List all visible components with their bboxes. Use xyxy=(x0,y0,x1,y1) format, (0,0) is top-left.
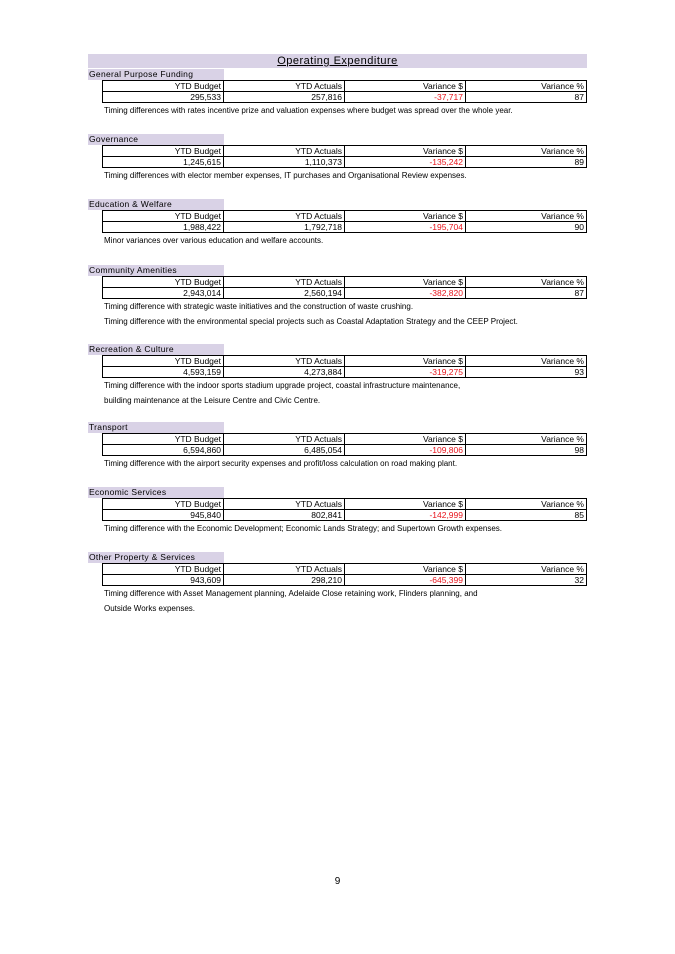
ytd-budget-value: 295,533 xyxy=(103,92,224,103)
note-line: Outside Works expenses. xyxy=(104,604,196,613)
header-variance-percent: Variance % xyxy=(466,146,587,157)
table-header-row xyxy=(103,277,587,288)
ytd-actuals-value: 1,110,373 xyxy=(224,157,345,168)
ytd-actuals-value: 6,485,054 xyxy=(224,445,345,456)
header-ytd-budget: YTD Budget xyxy=(103,277,224,288)
table-row xyxy=(103,222,587,233)
header-variance-percent: Variance % xyxy=(466,81,587,92)
table-header-row xyxy=(103,499,587,510)
header-variance-percent: Variance % xyxy=(466,211,587,222)
financial-table xyxy=(102,433,587,456)
variance-percent-value: 90 xyxy=(466,222,587,233)
section-other-property-services xyxy=(88,552,588,615)
financial-table xyxy=(102,145,587,168)
ytd-actuals-value: 298,210 xyxy=(224,575,345,586)
table-row xyxy=(103,510,587,521)
ytd-budget-value: 945,840 xyxy=(103,510,224,521)
header-variance-dollar: Variance $ xyxy=(345,564,466,575)
variance-dollar-value: -135,242 xyxy=(345,157,466,168)
variance-dollar-value: -645,399 xyxy=(345,575,466,586)
financial-table xyxy=(102,210,587,233)
header-variance-dollar: Variance $ xyxy=(345,81,466,92)
header-ytd-budget: YTD Budget xyxy=(103,356,224,367)
financial-table xyxy=(102,563,587,586)
section-heading: Education & Welfare xyxy=(88,199,224,210)
variance-dollar-value: -195,704 xyxy=(345,222,466,233)
section-heading: Governance xyxy=(88,134,224,145)
table-header-row xyxy=(103,81,587,92)
header-ytd-budget: YTD Budget xyxy=(103,81,224,92)
financial-table xyxy=(102,498,587,521)
ytd-actuals-value: 2,560,194 xyxy=(224,288,345,299)
header-variance-dollar: Variance $ xyxy=(345,356,466,367)
header-variance-percent: Variance % xyxy=(466,434,587,445)
ytd-budget-value: 6,594,860 xyxy=(103,445,224,456)
ytd-actuals-value: 1,792,718 xyxy=(224,222,345,233)
header-ytd-budget: YTD Budget xyxy=(103,434,224,445)
variance-percent-value: 93 xyxy=(466,367,587,378)
table-row xyxy=(103,445,587,456)
variance-percent-value: 87 xyxy=(466,288,587,299)
header-variance-percent: Variance % xyxy=(466,277,587,288)
section-general-purpose-funding xyxy=(88,69,588,117)
section-community-amenities xyxy=(88,265,588,328)
section-recreation-culture xyxy=(88,344,588,407)
financial-table xyxy=(102,355,587,378)
section-heading: Transport xyxy=(88,422,224,433)
section-transport xyxy=(88,422,588,470)
header-ytd-budget: YTD Budget xyxy=(103,499,224,510)
note-line: Timing difference with strategic waste initiatives and the construction of waste crushing. xyxy=(104,302,414,311)
table-header-row xyxy=(103,211,587,222)
header-ytd-actuals: YTD Actuals xyxy=(224,434,345,445)
section-heading: Economic Services xyxy=(88,487,224,498)
table-header-row xyxy=(103,564,587,575)
variance-dollar-value: -319,275 xyxy=(345,367,466,378)
ytd-budget-value: 1,988,422 xyxy=(103,222,224,233)
header-ytd-actuals: YTD Actuals xyxy=(224,356,345,367)
ytd-budget-value: 943,609 xyxy=(103,575,224,586)
variance-dollar-value: -37,717 xyxy=(345,92,466,103)
section-heading: Community Amenities xyxy=(88,265,224,276)
header-variance-percent: Variance % xyxy=(466,499,587,510)
financial-table xyxy=(102,80,587,103)
header-variance-dollar: Variance $ xyxy=(345,277,466,288)
note-line: Timing differences with rates incentive prize and valuation expenses where budget was spread over the whole year. xyxy=(104,106,513,115)
note-line: Timing difference with the airport security expenses and profit/loss calculation on road making plant. xyxy=(104,459,458,468)
section-heading: General Purpose Funding xyxy=(88,69,224,80)
section-heading: Other Property & Services xyxy=(88,552,224,563)
table-row xyxy=(103,157,587,168)
note-line: Timing difference with the environmental special projects such as Coastal Adaptation Strategy and the CEEP Project. xyxy=(104,317,518,326)
section-economic-services xyxy=(88,487,588,535)
variance-percent-value: 89 xyxy=(466,157,587,168)
note-line: Minor variances over various education and welfare accounts. xyxy=(104,236,324,245)
header-ytd-actuals: YTD Actuals xyxy=(224,277,345,288)
header-ytd-budget: YTD Budget xyxy=(103,211,224,222)
table-header-row xyxy=(103,146,587,157)
section-heading: Recreation & Culture xyxy=(88,344,224,355)
section-governance xyxy=(88,134,588,182)
variance-percent-value: 87 xyxy=(466,92,587,103)
ytd-budget-value: 4,593,159 xyxy=(103,367,224,378)
header-ytd-actuals: YTD Actuals xyxy=(224,499,345,510)
header-ytd-actuals: YTD Actuals xyxy=(224,146,345,157)
ytd-actuals-value: 4,273,884 xyxy=(224,367,345,378)
variance-dollar-value: -142,999 xyxy=(345,510,466,521)
variance-percent-value: 98 xyxy=(466,445,587,456)
header-variance-percent: Variance % xyxy=(466,356,587,367)
header-variance-percent: Variance % xyxy=(466,564,587,575)
financial-table xyxy=(102,276,587,299)
variance-dollar-value: -109,806 xyxy=(345,445,466,456)
variance-percent-value: 85 xyxy=(466,510,587,521)
note-line: Timing difference with the Economic Development; Economic Lands Strategy; and Supertown Growth expenses. xyxy=(104,524,502,533)
header-ytd-budget: YTD Budget xyxy=(103,564,224,575)
header-variance-dollar: Variance $ xyxy=(345,146,466,157)
note-line: building maintenance at the Leisure Centre and Civic Centre. xyxy=(104,396,321,405)
header-ytd-actuals: YTD Actuals xyxy=(224,211,345,222)
variance-percent-value: 32 xyxy=(466,575,587,586)
note-line: Timing difference with Asset Management planning, Adelaide Close retaining work, Flinders planning, and xyxy=(104,589,478,598)
table-row xyxy=(103,92,587,103)
header-variance-dollar: Variance $ xyxy=(345,499,466,510)
header-ytd-actuals: YTD Actuals xyxy=(224,81,345,92)
page-title: Operating Expenditure xyxy=(88,54,587,68)
table-row xyxy=(103,575,587,586)
table-header-row xyxy=(103,434,587,445)
variance-dollar-value: -382,820 xyxy=(345,288,466,299)
note-line: Timing difference with the indoor sports stadium upgrade project, coastal infrastructure maintenance, xyxy=(104,381,461,390)
page-number: 9 xyxy=(334,876,341,887)
header-variance-dollar: Variance $ xyxy=(345,211,466,222)
note-line: Timing differences with elector member expenses, IT purchases and Organisational Review expenses. xyxy=(104,171,467,180)
section-education-welfare xyxy=(88,199,588,247)
table-row xyxy=(103,288,587,299)
ytd-actuals-value: 257,816 xyxy=(224,92,345,103)
table-header-row xyxy=(103,356,587,367)
ytd-budget-value: 1,245,615 xyxy=(103,157,224,168)
ytd-actuals-value: 802,841 xyxy=(224,510,345,521)
ytd-budget-value: 2,943,014 xyxy=(103,288,224,299)
header-variance-dollar: Variance $ xyxy=(345,434,466,445)
header-ytd-actuals: YTD Actuals xyxy=(224,564,345,575)
table-row xyxy=(103,367,587,378)
header-ytd-budget: YTD Budget xyxy=(103,146,224,157)
